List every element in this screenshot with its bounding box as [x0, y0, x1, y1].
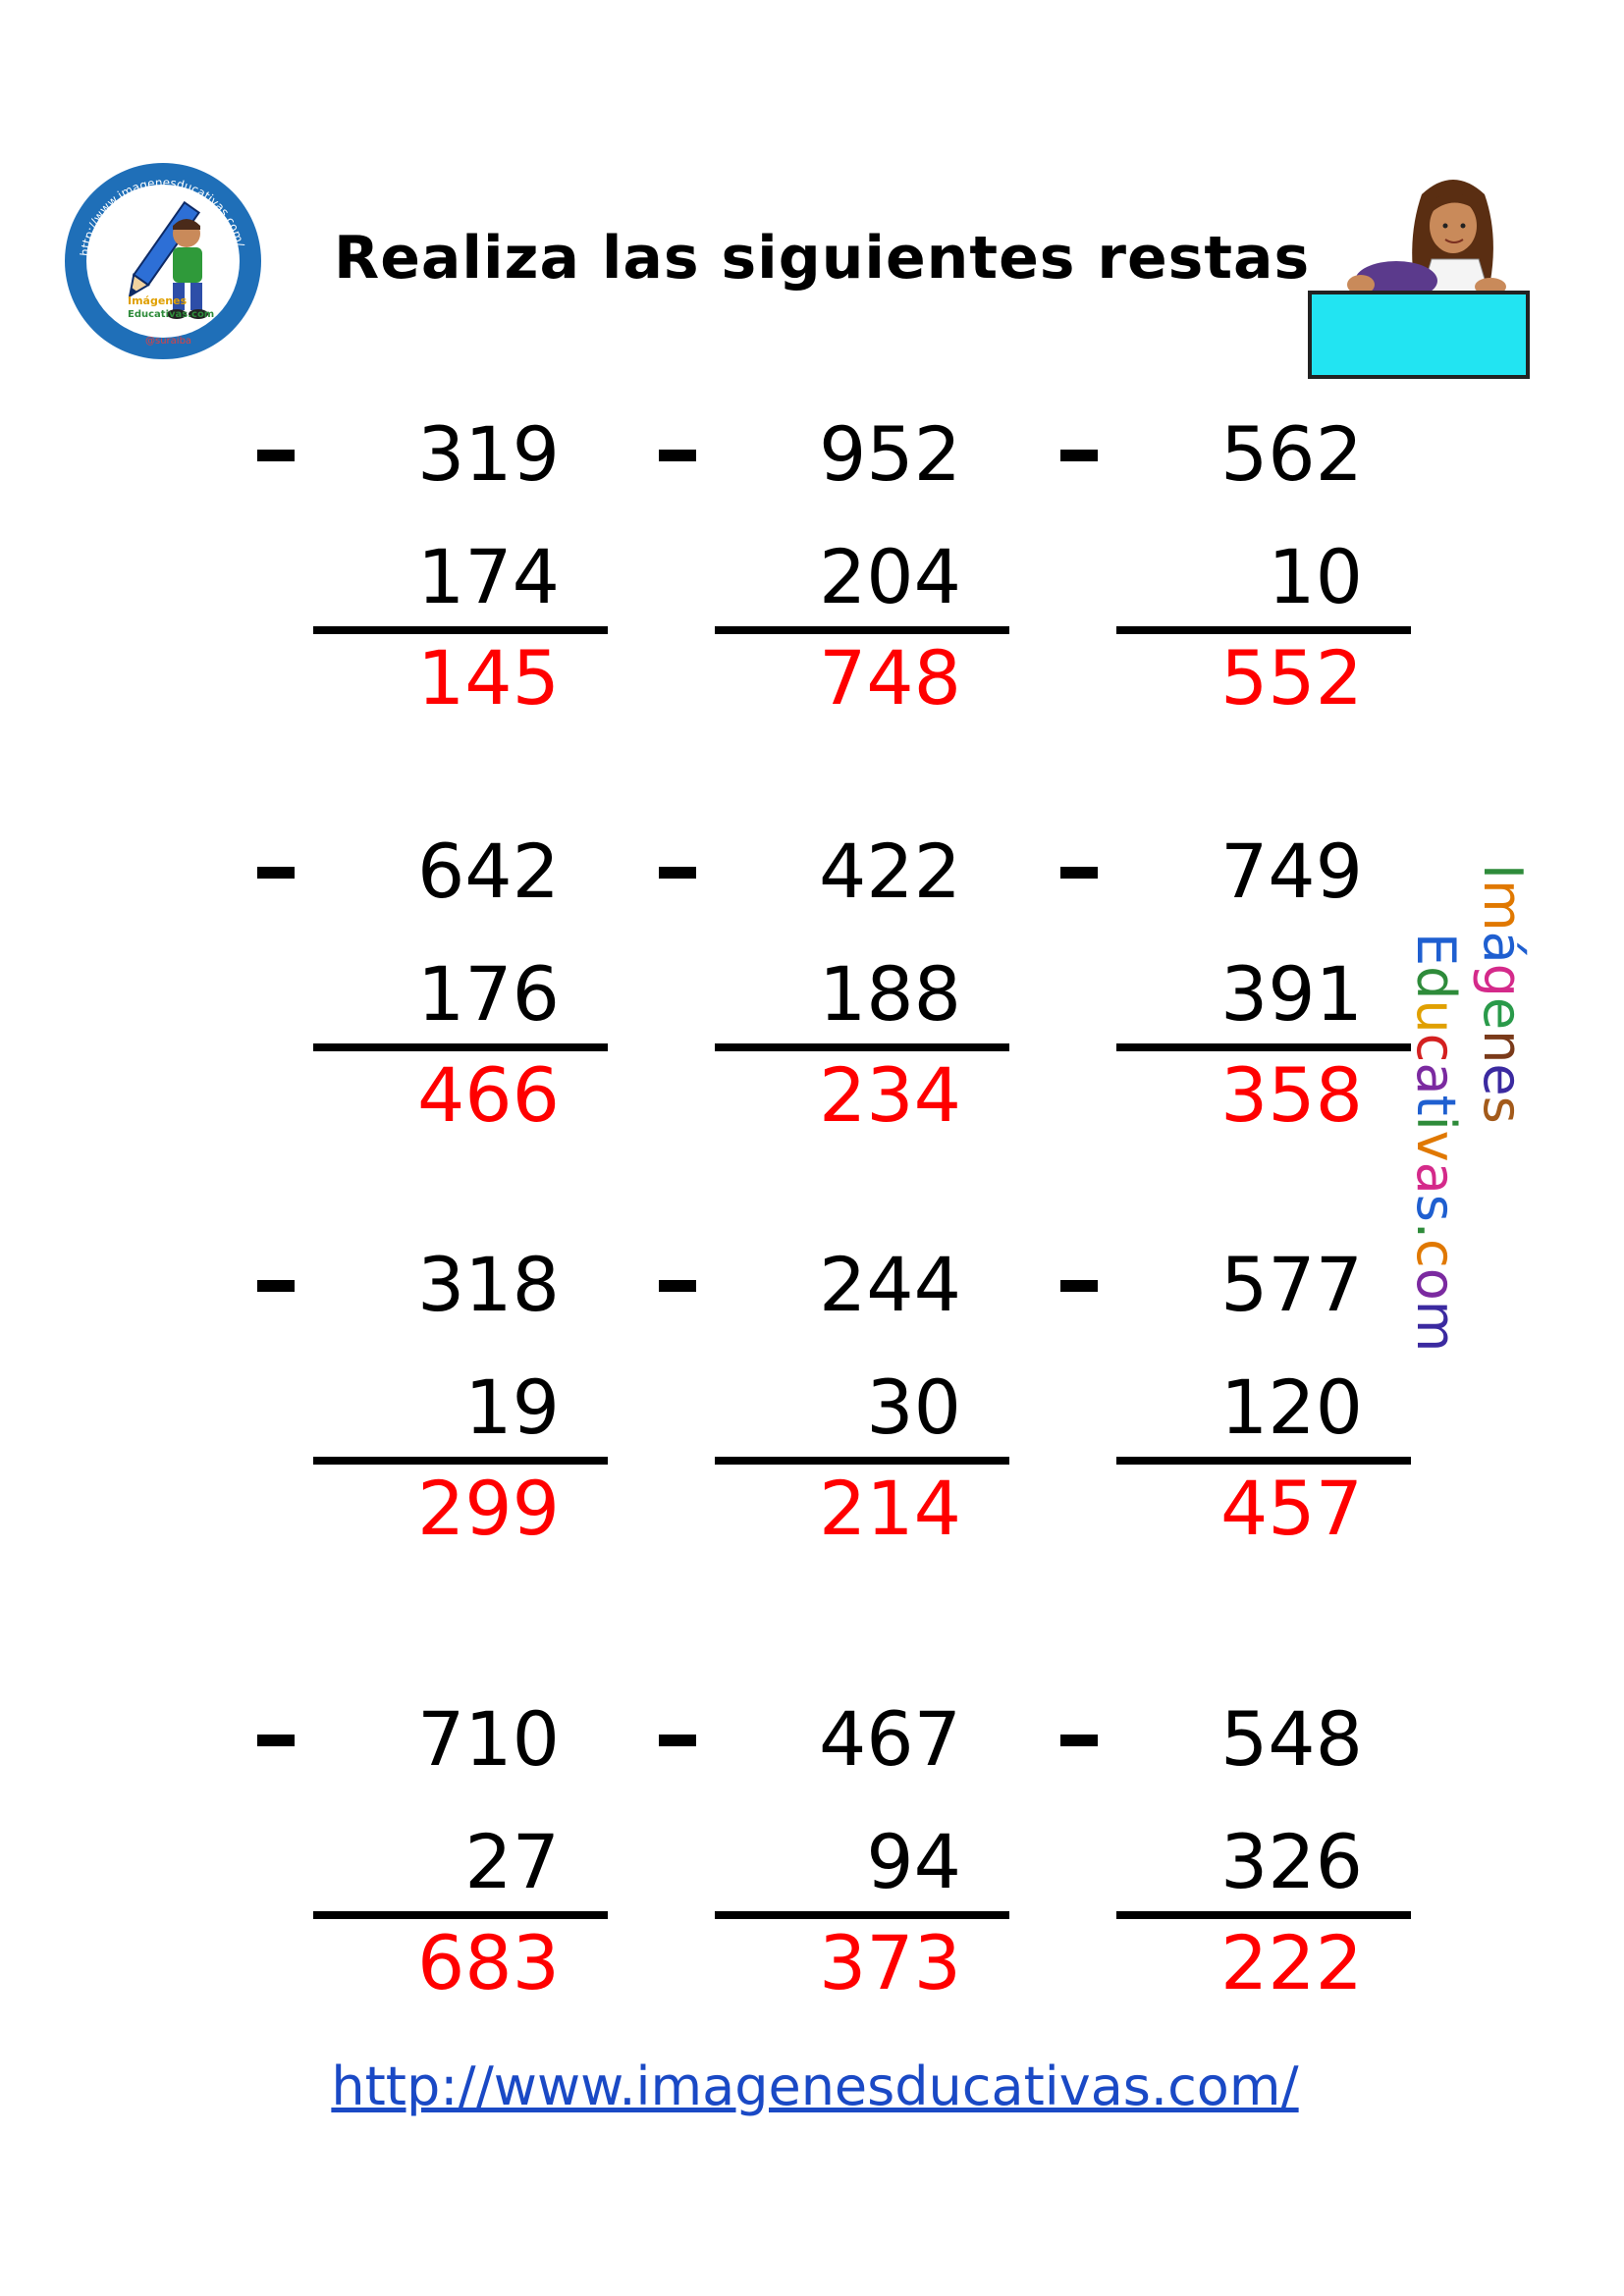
- result-line: [1116, 1911, 1411, 1919]
- subtrahend: 204: [818, 533, 961, 620]
- logo-brand-line2: Educativas.com: [128, 309, 215, 320]
- subtrahend: 176: [416, 950, 560, 1038]
- minus-sign: [1060, 1280, 1098, 1292]
- minuend: 710: [416, 1695, 560, 1783]
- minuend: 577: [1219, 1241, 1363, 1328]
- result-line: [1116, 626, 1411, 634]
- subtrahend: 188: [818, 950, 961, 1038]
- side-watermark: [1394, 864, 1542, 1374]
- minus-sign: [257, 450, 295, 461]
- minus-sign: [1060, 450, 1098, 461]
- watermark-line2: Educativas.com: [1405, 933, 1467, 1353]
- logo-arc-text: http://www.imagenesducativas.com/: [78, 175, 247, 257]
- result-line: [313, 1043, 608, 1051]
- subtraction-problem: [257, 1695, 571, 2088]
- result: 373: [818, 1919, 961, 2006]
- result: 145: [416, 634, 560, 721]
- result: 234: [818, 1051, 961, 1139]
- subtraction-problem: [257, 1241, 571, 1633]
- subtraction-problem: [659, 410, 973, 803]
- result-line: [715, 626, 1009, 634]
- subtraction-problem: [659, 828, 973, 1220]
- subtrahend: 120: [1219, 1363, 1363, 1451]
- watermark-line1: Imágenes: [1472, 864, 1534, 1124]
- minus-sign: [659, 867, 696, 879]
- result: 358: [1219, 1051, 1363, 1139]
- subtrahend: 27: [464, 1818, 560, 1905]
- subtrahend: 174: [416, 533, 560, 620]
- result-line: [313, 1911, 608, 1919]
- subtraction-problem: [257, 410, 571, 803]
- subtrahend: 10: [1268, 533, 1363, 620]
- minus-sign: [257, 1735, 295, 1746]
- subtrahend: 326: [1219, 1818, 1363, 1905]
- subtrahend: 19: [464, 1363, 560, 1451]
- result: 466: [416, 1051, 560, 1139]
- logo-handle: @suraiba: [145, 336, 192, 347]
- subtrahend: 391: [1219, 950, 1363, 1038]
- minuend: 467: [818, 1695, 961, 1783]
- minus-sign: [257, 1280, 295, 1292]
- result: 299: [416, 1465, 560, 1552]
- result-line: [1116, 1457, 1411, 1465]
- site-logo: [59, 157, 267, 365]
- result-line: [313, 1457, 608, 1465]
- subtraction-problem: [659, 1241, 973, 1633]
- minus-sign: [659, 1735, 696, 1746]
- subtraction-problem: [1060, 410, 1375, 803]
- footer-website-link[interactable]: http://www.imagenesducativas.com/: [331, 2056, 1299, 2117]
- result-line: [715, 1457, 1009, 1465]
- result: 748: [818, 634, 961, 721]
- minuend: 642: [416, 828, 560, 915]
- minuend: 422: [818, 828, 961, 915]
- minuend: 319: [416, 410, 560, 498]
- subtraction-problem: [257, 828, 571, 1220]
- minus-sign: [1060, 867, 1098, 879]
- result-line: [313, 626, 608, 634]
- subtrahend: 30: [866, 1363, 961, 1451]
- subtraction-problem: [1060, 828, 1375, 1220]
- minuend: 318: [416, 1241, 560, 1328]
- girl-at-desk-illustration: [1306, 165, 1532, 381]
- minuend: 952: [818, 410, 961, 498]
- result-line: [715, 1911, 1009, 1919]
- result: 214: [818, 1465, 961, 1552]
- minus-sign: [257, 867, 295, 879]
- result: 222: [1219, 1919, 1363, 2006]
- subtrahend: 94: [866, 1818, 961, 1905]
- minuend: 562: [1219, 410, 1363, 498]
- minuend: 749: [1219, 828, 1363, 915]
- subtraction-problem: [659, 1695, 973, 2088]
- minuend: 244: [818, 1241, 961, 1328]
- result: 552: [1219, 634, 1363, 721]
- result: 683: [416, 1919, 560, 2006]
- result-line: [715, 1043, 1009, 1051]
- minus-sign: [1060, 1735, 1098, 1746]
- minuend: 548: [1219, 1695, 1363, 1783]
- result-line: [1116, 1043, 1411, 1051]
- minus-sign: [659, 1280, 696, 1292]
- subtraction-problem: [1060, 1695, 1375, 2088]
- minus-sign: [659, 450, 696, 461]
- logo-brand-line1: Imágenes: [128, 294, 188, 307]
- subtraction-problem: [1060, 1241, 1375, 1633]
- page-title: Realiza las siguientes restas: [334, 224, 1311, 293]
- result: 457: [1219, 1465, 1363, 1552]
